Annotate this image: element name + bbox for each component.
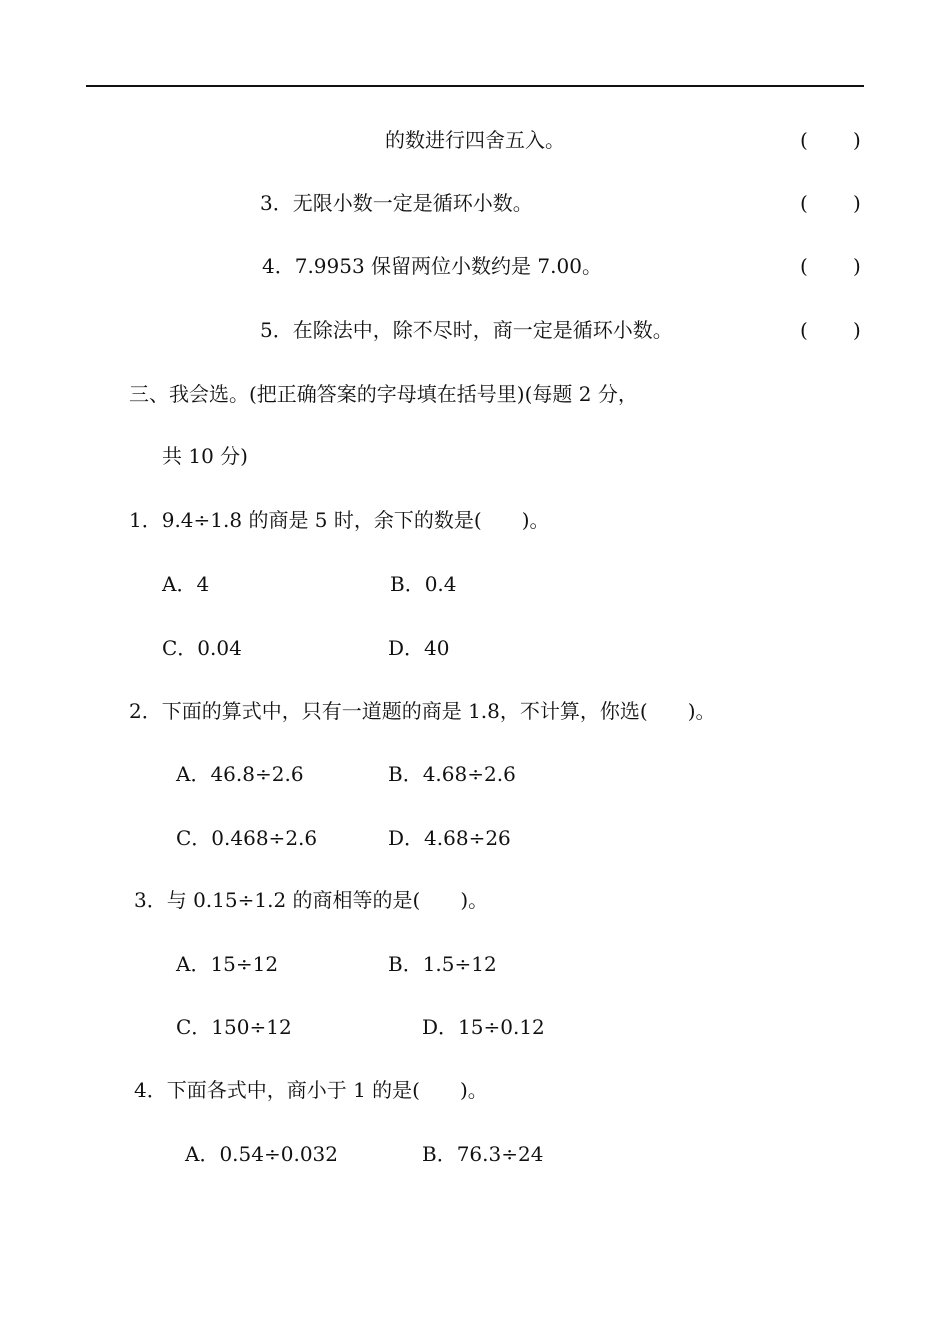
question-1-stem: 1．9.4÷1.8 的商是 5 时，余下的数是( )。 bbox=[129, 508, 550, 532]
paren-close: ) bbox=[853, 318, 861, 342]
paren-open: ( bbox=[800, 318, 808, 342]
q1-option-a[interactable]: A．4 bbox=[162, 572, 210, 596]
judge-item-2-continuation: 的数进行四舍五入。 bbox=[385, 128, 565, 152]
paren-close: ) bbox=[853, 191, 861, 215]
q1-option-c[interactable]: C．0.04 bbox=[162, 636, 242, 660]
q3-option-d[interactable]: D．15÷0.12 bbox=[422, 1015, 545, 1039]
paren-open: ( bbox=[800, 128, 808, 152]
q2-option-a[interactable]: A．46.8÷2.6 bbox=[176, 762, 304, 786]
top-rule bbox=[86, 85, 864, 87]
q2-option-c[interactable]: C．0.468÷2.6 bbox=[176, 826, 318, 850]
paren-open: ( bbox=[800, 254, 808, 278]
q4-option-a[interactable]: A．0.54÷0.032 bbox=[185, 1142, 338, 1166]
question-4-stem: 4．下面各式中，商小于 1 的是( )。 bbox=[134, 1078, 488, 1102]
question-2-stem: 2．下面的算式中，只有一道题的商是 1.8，不计算，你选( )。 bbox=[129, 699, 716, 723]
judge-item-3: 3．无限小数一定是循环小数。 bbox=[260, 191, 533, 215]
q2-option-b[interactable]: B．4.68÷2.6 bbox=[388, 762, 516, 786]
q3-option-c[interactable]: C．150÷12 bbox=[176, 1015, 292, 1039]
q1-option-b[interactable]: B．0.4 bbox=[390, 572, 457, 596]
paren-open: ( bbox=[800, 191, 808, 215]
question-3-stem: 3．与 0.15÷1.2 的商相等的是( )。 bbox=[134, 888, 489, 912]
q4-option-b[interactable]: B．76.3÷24 bbox=[422, 1142, 544, 1166]
judge-item-5: 5．在除法中，除不尽时，商一定是循环小数。 bbox=[260, 318, 673, 342]
section-3-heading: 三、我会选。(把正确答案的字母填在括号里)(每题 2 分， bbox=[129, 382, 638, 406]
q3-option-a[interactable]: A．15÷12 bbox=[176, 952, 279, 976]
q1-option-d[interactable]: D．40 bbox=[388, 636, 450, 660]
q3-option-b[interactable]: B．1.5÷12 bbox=[388, 952, 497, 976]
judge-item-4: 4．7.9953 保留两位小数约是 7.00。 bbox=[262, 254, 602, 278]
paren-close: ) bbox=[853, 254, 861, 278]
section-3-heading-cont: 共 10 分) bbox=[162, 444, 248, 468]
q2-option-d[interactable]: D．4.68÷26 bbox=[388, 826, 511, 850]
paren-close: ) bbox=[853, 128, 861, 152]
